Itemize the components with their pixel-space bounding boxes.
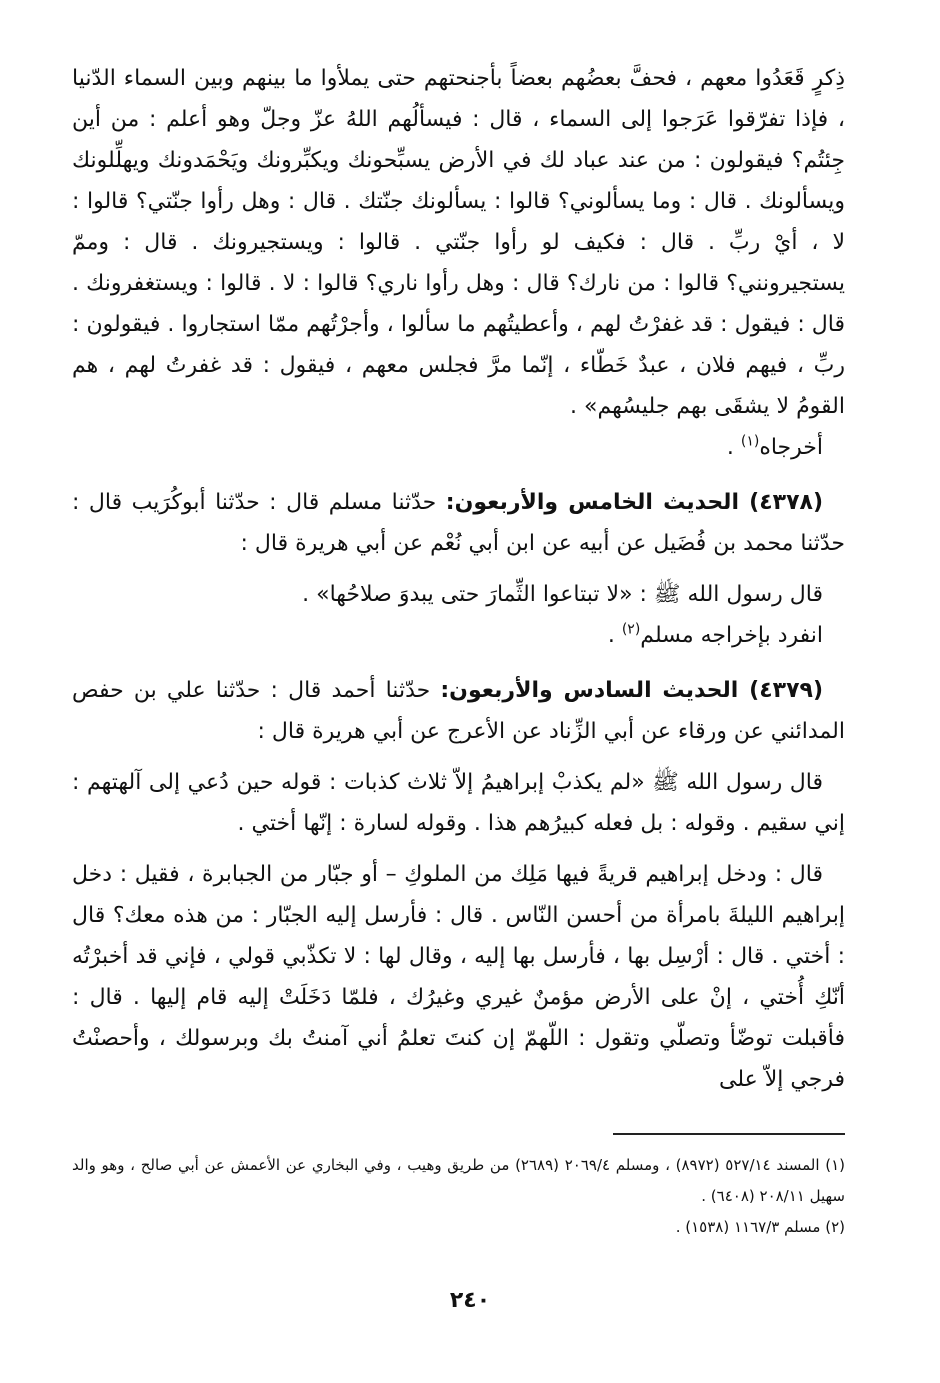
footnotes [72,1150,845,1243]
takhrij-line [72,427,845,468]
spacer [72,844,845,854]
takhrij-text: انفرد بإخراجه مسلم [640,623,823,648]
hadith-4379-title: (٤٣٧٩) الحديث السادس والأربعون: [440,678,823,703]
spacer [72,656,845,670]
hadith-4379-matn [72,762,845,844]
hadith-4379-chain: حدّثنا أحمد قال : حدّثنا علي بن حفص المدائني عن ورقاء عن أبي الزِّناد عن الأعرج عن أبي هريرة قال : [72,678,845,744]
main-text [72,58,845,1100]
hadith-4378-title: (٤٣٧٨) الحديث الخامس والأربعون: [445,490,823,515]
footnote-2: (٢) مسلم ١١٦٧/٣ (١٥٣٨) . [675,1218,845,1236]
hadith-4378-chain: حدّثنا مسلم قال : حدّثنا أبوكُرَيب قال : حدّثنا محمد بن فُضَيل عن أبيه عن ابن أبي نُعْم عن أبي هريرة قال : [72,490,845,556]
spacer [72,468,845,482]
paragraph-text: ذِكرٍ قَعَدُوا معهم ، فحفَّ بعضُهم بعضاً بأجنحتهم حتى يملأوا ما بينهم وبين السماء الدّنيا ، فإذا تفرّقوا عَرَجوا إلى السماء ، قال : فيسألُهم اللهُ عزّ وجلّ وهو أعلم : من أين جِئتُم؟ فيقولون : من عند عباد لك في الأرض يسبِّحونك ويكبِّرونك ويَحْمَدونك ويهلِّلونك ويسألونك . قال : وما يسألوني؟ قالوا : يسألونك جنّتك . قال : وهل رأوا جنّتي؟ قالوا : لا ، أيْ ربِّ . قال : فكيف لو رأوا جنّتي . قالوا : ويستجيرونك . قال : وممّ يستجيرونني؟ قالوا : من نارك؟ قال : وهل رأوا ناري؟ قالوا : لا . قالوا : ويستغفرونك . قال : فيقول : قد غفرْتُ لهم ، وأعطيتُهم ما سألوا ، وأجرْتُهم ممّا استجاروا . فيقولون : ربِّ ، فيهم فلان ، عبدٌ خَطّاء ، إنّما مرَّ فجلس معهم ، فيقول : قد غفرتُ لهم ، هم القومُ لا يشقَى بهم جليسُهم» . [72,66,845,419]
matn-text: قال رسول الله ﷺ «لم يكذبْ إبراهيمُ إلاّ ثلاث كذبات : قوله حين دُعي إلى آلهتهم : إني سقيم . وقوله : بل فعله كبيرُهم هذا . وقوله لسارة : إنّها أختي . [72,770,845,836]
takhrij-end: . [726,435,741,460]
hadith-4378-matn [72,574,845,615]
spacer [72,564,845,574]
footnote-1: (١) المسند ٥٢٧/١٤ (٨٩٧٢) ، ومسلم ٢٠٦٩/٤ (٢٦٨٩) من طريق وهيب ، وفي البخاري عن الأعمش عن أبي صالح ، وهو والد سهيل ٢٠٨/١١ (٦٤٠٨) . [72,1156,845,1205]
hadith-4379-continuation [72,854,845,1100]
footnote-ref-2[interactable]: (٢) [621,621,641,638]
hadith-4378-isnad [72,482,845,564]
footnote-ref-1[interactable]: (١) [740,433,760,450]
footnote-divider [613,1133,845,1135]
spacer [72,752,845,762]
continuation-text: قال : ودخل إبراهيم قريةً فيها مَلِك من الملوكِ – أو جبّار من الجبابرة ، فقيل : دخل إبراهيم الليلةَ بامرأة من أحسن النّاس . قال : فأرسل إليه الجبّار : من هذه معك؟ قال : أختي . قال : أرْسِل بها ، فأرسل بها إليه ، وقال لها : لا تكذّبي قولي ، فإني قد أخبرْتُه أنّكِ أُختي ، إنْ على الأرض مؤمنٌ غيري وغيرُك ، فلمّا دَخَلَتْ إليه قام إليها . قال : فأقبلت توضّأ وتصلّي وتقول : اللّهمّ إن كنتَ تعلمُ أني آمنتُ بك وبرسولك ، وأحصنْتُ فرجي إلاّ على [72,862,845,1092]
hadith-continuation-paragraph [72,58,845,427]
takhrij-end: . [607,623,622,648]
hadith-4379-isnad [72,670,845,752]
hadith-4378-takhrij [72,615,845,656]
page-number: ٢٤٠ [449,1288,491,1313]
matn-text: قال رسول الله ﷺ : «لا تبتاعوا الثِّمارَ حتى يبدوَ صلاحُها» . [302,582,823,607]
takhrij-text: أخرجاه [759,435,823,460]
